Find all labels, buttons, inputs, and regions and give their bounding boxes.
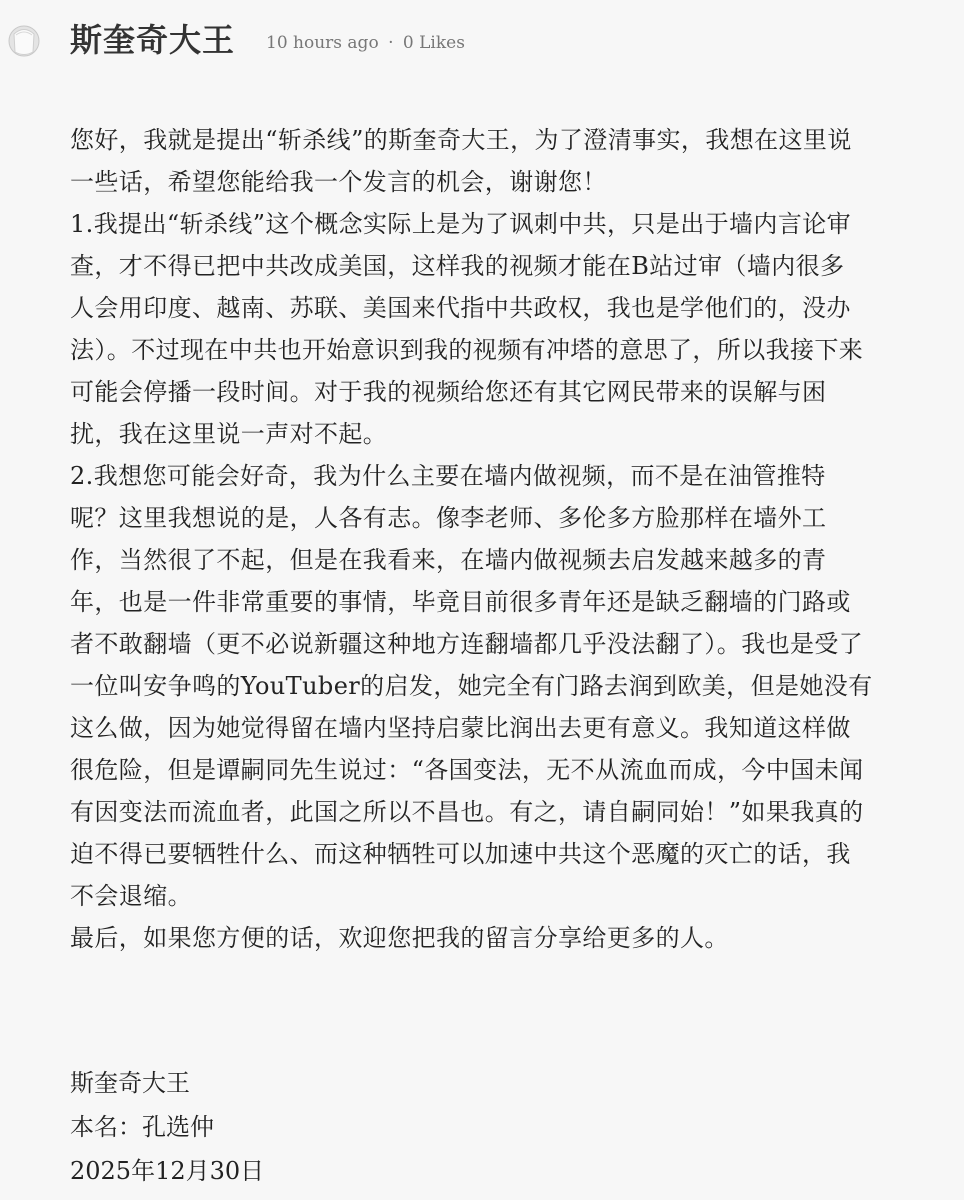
body-line: 者不敢翻墙（更不必说新疆这种地方连翻墙都几乎没法翻了）。我也是受了 bbox=[70, 630, 864, 658]
body-line: 一些话，希望您能给我一个发言的机会，谢谢您！ bbox=[70, 168, 607, 196]
comment-header bbox=[0, 0, 964, 80]
body-line: 1.我提出“斩杀线”这个概念实际上是为了讽刺中共，只是出于墙内言论审 bbox=[70, 210, 852, 238]
signature-date: 2025年12月30日 bbox=[70, 1157, 265, 1185]
body-line: 呢？这里我想说的是，人各有志。像李老师、多伦多方脸那样在墙外工 bbox=[70, 504, 827, 532]
body-line: 迫不得已要牺牲什么、而这种牺牲可以加速中共这个恶魔的灭亡的话，我 bbox=[70, 840, 851, 868]
comment-timestamp: 10 hours ago bbox=[266, 33, 379, 53]
body-line: 最后，如果您方便的话，欢迎您把我的留言分享给更多的人。 bbox=[70, 924, 729, 952]
body-line: 一位叫安争鸣的YouTuber的启发，她完全有门路去润到欧美，但是她没有 bbox=[70, 672, 873, 700]
body-line: 年，也是一件非常重要的事情，毕竟目前很多青年还是缺乏翻墙的门路或 bbox=[70, 588, 851, 616]
body-line: 法）。不过现在中共也开始意识到我的视频有冲塔的意思了，所以我接下来 bbox=[70, 336, 864, 364]
body-line: 这么做，因为她觉得留在墙内坚持启蒙比润出去更有意义。我知道这样做 bbox=[70, 714, 851, 742]
body-line: 不会退缩。 bbox=[70, 882, 192, 910]
comment-meta bbox=[266, 32, 465, 54]
signature-block bbox=[70, 1061, 930, 1193]
body-line: 很危险，但是谭嗣同先生说过：“各国变法，无不从流血而成，今中国未闻 bbox=[70, 756, 864, 784]
body-line: 2.我想您可能会好奇，我为什么主要在墙内做视频，而不是在油管推特 bbox=[70, 462, 826, 490]
signature-real-name: 本名：孔选仲 bbox=[70, 1113, 214, 1141]
comment-body bbox=[70, 119, 950, 959]
body-line: 扰，我在这里说一声对不起。 bbox=[70, 420, 388, 448]
body-line: 有因变法而流血者，此国之所以不昌也。有之，请自嗣同始！”如果我真的 bbox=[70, 798, 864, 826]
body-line: 您好，我就是提出“斩杀线”的斯奎奇大王，为了澄清事实，我想在这里说 bbox=[70, 126, 852, 154]
signature-name: 斯奎奇大王 bbox=[70, 1069, 190, 1097]
body-line: 可能会停播一段时间。对于我的视频给您还有其它网民带来的误解与困 bbox=[70, 378, 827, 406]
comment-author[interactable]: 斯奎奇大王 bbox=[70, 21, 236, 59]
meta-separator: · bbox=[388, 33, 394, 53]
body-line: 作，当然很了不起，但是在我看来，在墙内做视频去启发越来越多的青 bbox=[70, 546, 827, 574]
body-line: 查，才不得已把中共改成美国，这样我的视频才能在B站过审（墙内很多 bbox=[70, 252, 845, 280]
user-avatar-icon[interactable] bbox=[6, 22, 42, 58]
body-line: 人会用印度、越南、苏联、美国来代指中共政权，我也是学他们的，没办 bbox=[70, 294, 851, 322]
comment-likes-count[interactable]: 0 Likes bbox=[402, 33, 465, 53]
